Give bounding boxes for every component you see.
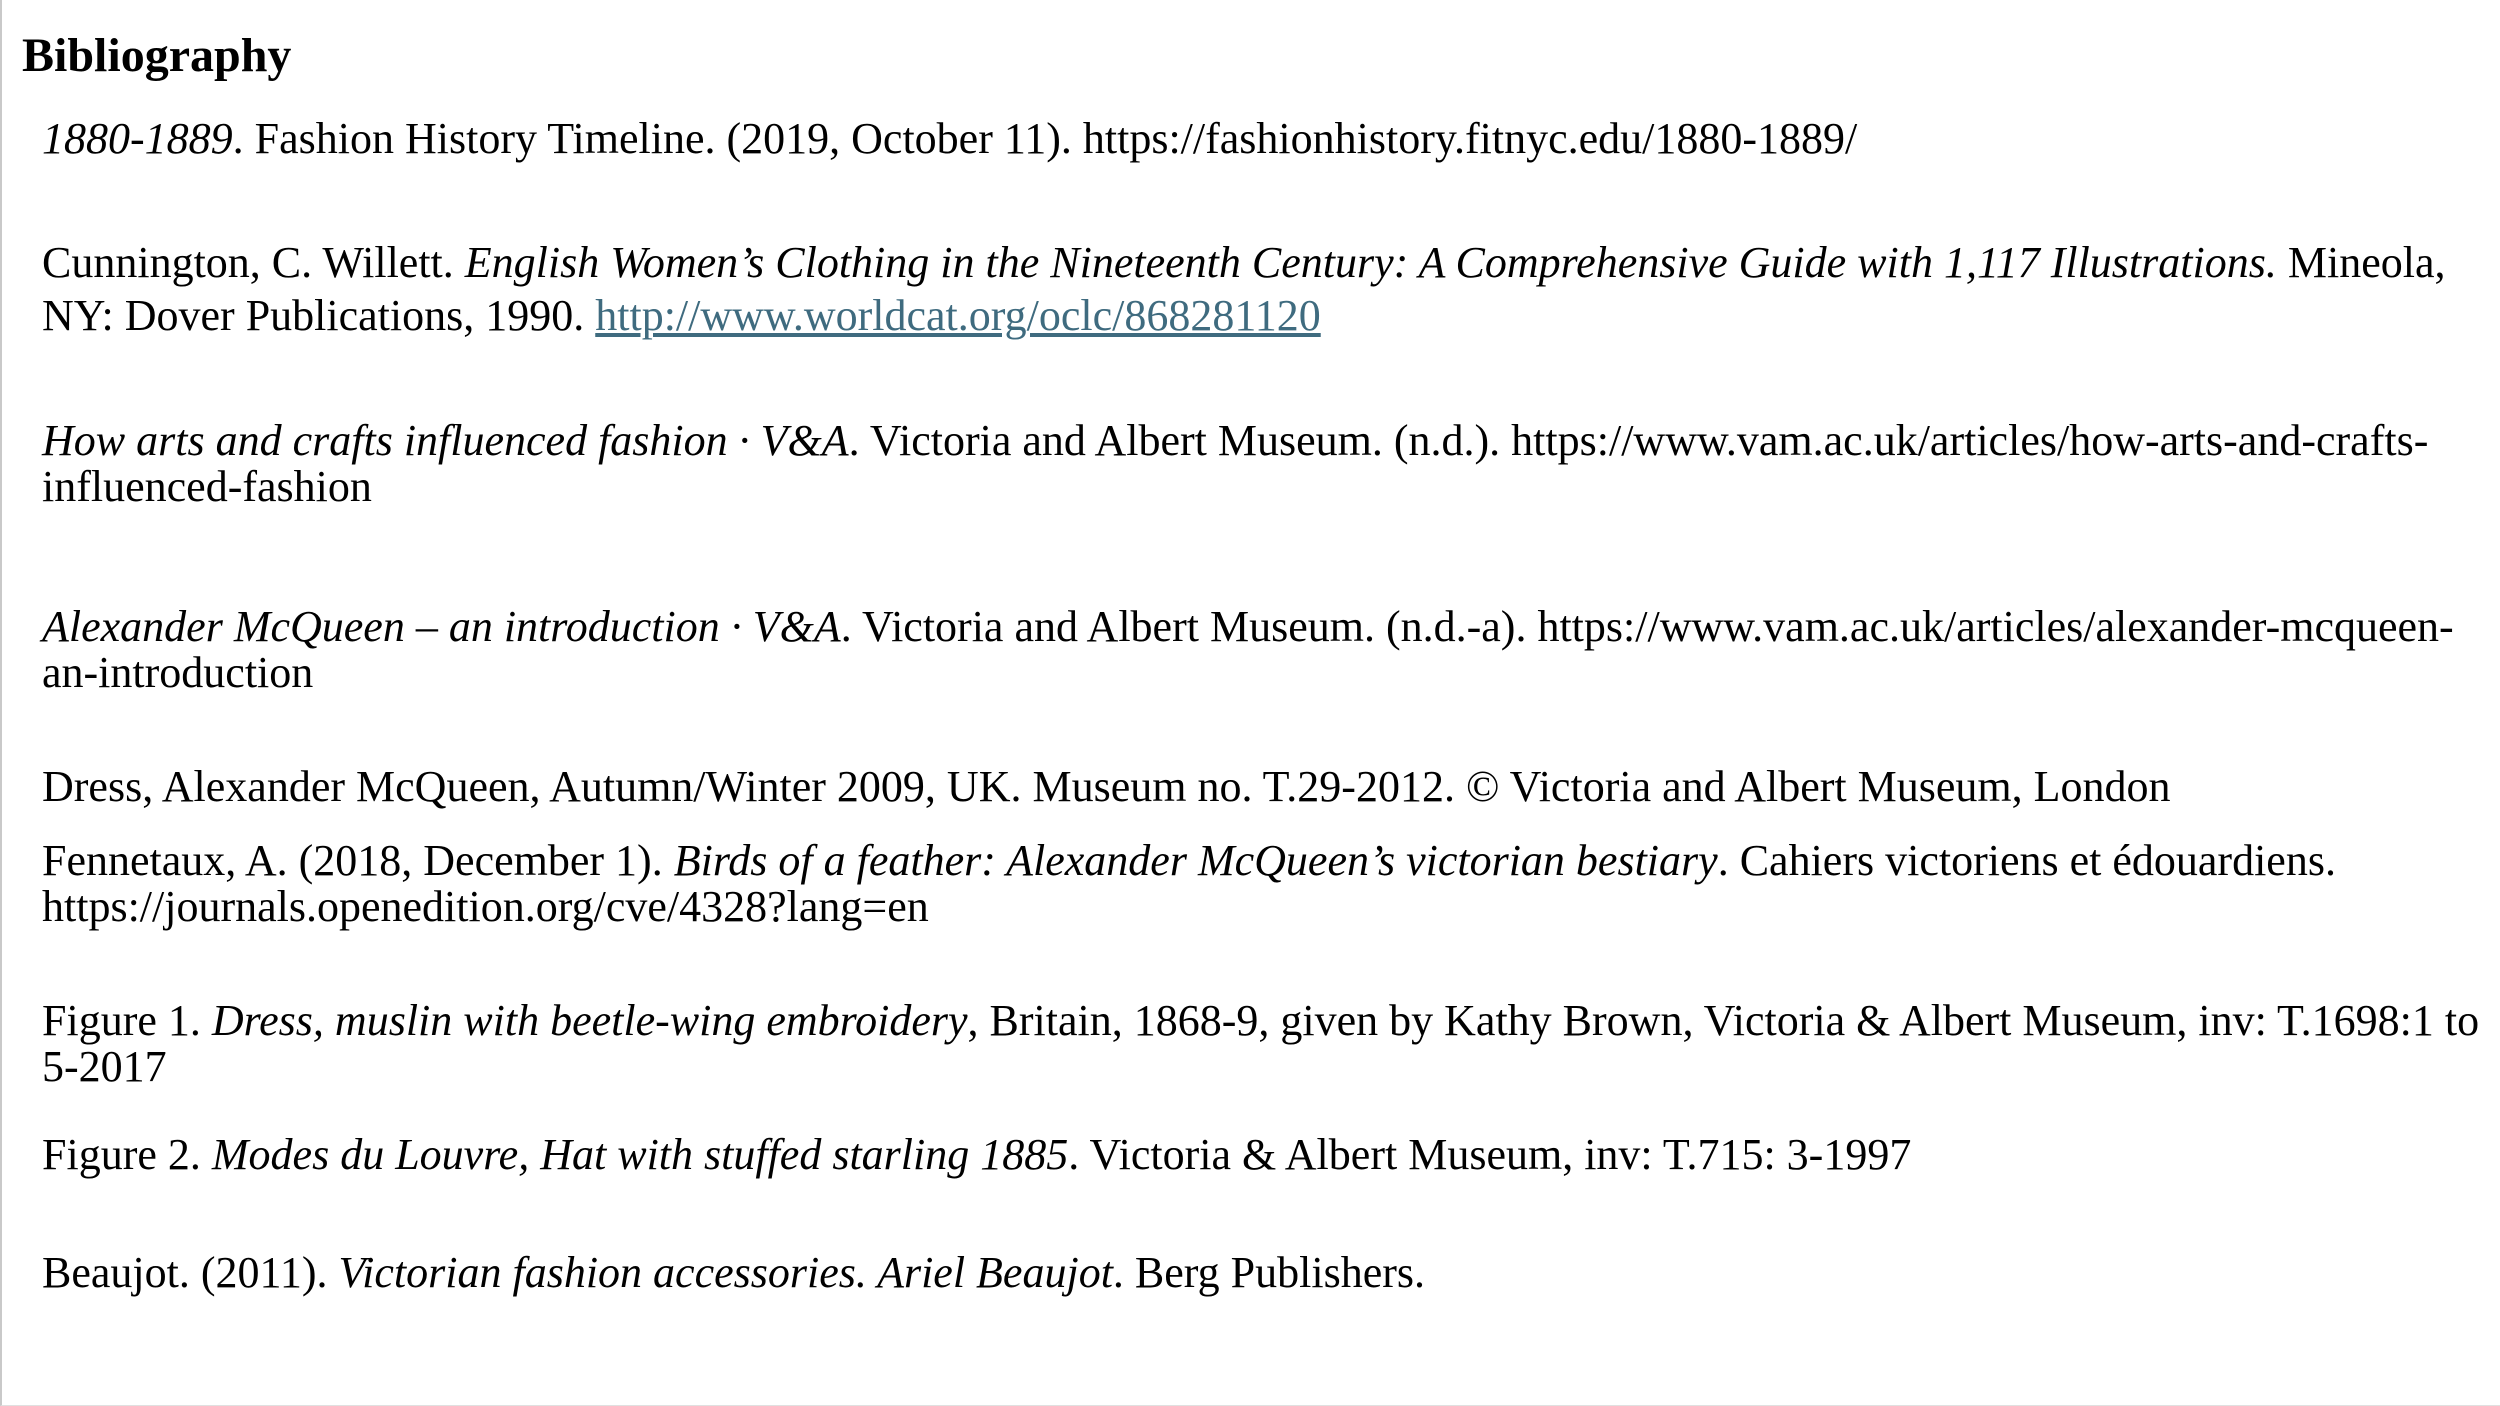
entry-text: , Britain, 1868-9, given by Kathy Brown, Victoria & Albert Museum, inv: T.1698:1 to 5-2017 <box>42 996 2480 1091</box>
entry-title: 1880-1889 <box>42 114 233 163</box>
bibliography-entry <box>42 1132 2482 1178</box>
entry-author: Beaujot. (2011). <box>42 1248 339 1297</box>
entry-text: Mineola, NY: Dover Publications, 1990. <box>42 238 2446 340</box>
entry-author: Cunnington, C. Willett. <box>42 238 465 287</box>
bibliography-entry <box>42 998 2482 1090</box>
entry-text: . Victoria and Albert Museum. (n.d.). https://www.vam.ac.uk/articles/how-arts-and-crafts-influenced-fashion <box>42 416 2429 511</box>
bibliography-entry <box>42 236 2482 342</box>
entry-author: Fennetaux, A. (2018, December 1). <box>42 836 674 885</box>
bibliography-entry <box>42 1250 2482 1296</box>
bibliography-entry <box>42 764 2482 810</box>
entry-text: . Berg Publishers. <box>1112 1248 1426 1297</box>
entry-text: . Fashion History Timeline. (2019, October 11). https://fashionhistory.fitnyc.edu/1880-1889/ <box>232 114 1858 163</box>
worldcat-link[interactable]: http://www.worldcat.org/oclc/868281120 <box>595 291 1321 340</box>
bibliography-entry <box>42 418 2482 510</box>
entry-text: Dress, Alexander McQueen, Autumn/Winter 2009, UK. Museum no. T.29-2012. © Victoria and Albert Museum, London <box>42 762 2171 811</box>
entry-title: Dress, muslin with beetle-wing embroidery <box>211 996 968 1045</box>
entry-text: . Victoria and Albert Museum. (n.d.-a). https://www.vam.ac.uk/articles/alexander-mcqueen-an-introduction <box>42 602 2454 697</box>
figure-label: Figure 2. <box>42 1130 212 1179</box>
entry-title: Birds of a feather: Alexander McQueen’s victorian bestiary <box>673 836 1718 885</box>
entry-title: Victorian fashion accessories. Ariel Beaujot <box>338 1248 1113 1297</box>
entry-title: English Women’s Clothing in the Nineteenth Century: A Comprehensive Guide with 1,117 Illustrations. <box>464 238 2277 287</box>
bibliography-entry <box>42 116 2482 162</box>
bibliography-entry <box>42 838 2482 930</box>
entry-text: . Victoria & Albert Museum, inv: T.715: 3-1997 <box>1068 1130 1912 1179</box>
figure-label: Figure 1. <box>42 996 212 1045</box>
bibliography-heading: Bibliography <box>22 29 292 82</box>
entry-text: . Cahiers victoriens et édouardiens. https://journals.openedition.org/cve/4328?lang=en <box>42 836 2336 931</box>
entry-title: How arts and crafts influenced fashion · V&A <box>42 416 849 465</box>
entry-title: Modes du Louvre, Hat with stuffed starling 1885 <box>211 1130 1069 1179</box>
bibliography-entry <box>42 604 2482 696</box>
entry-title: Alexander McQueen – an introduction · V&A <box>42 602 841 651</box>
